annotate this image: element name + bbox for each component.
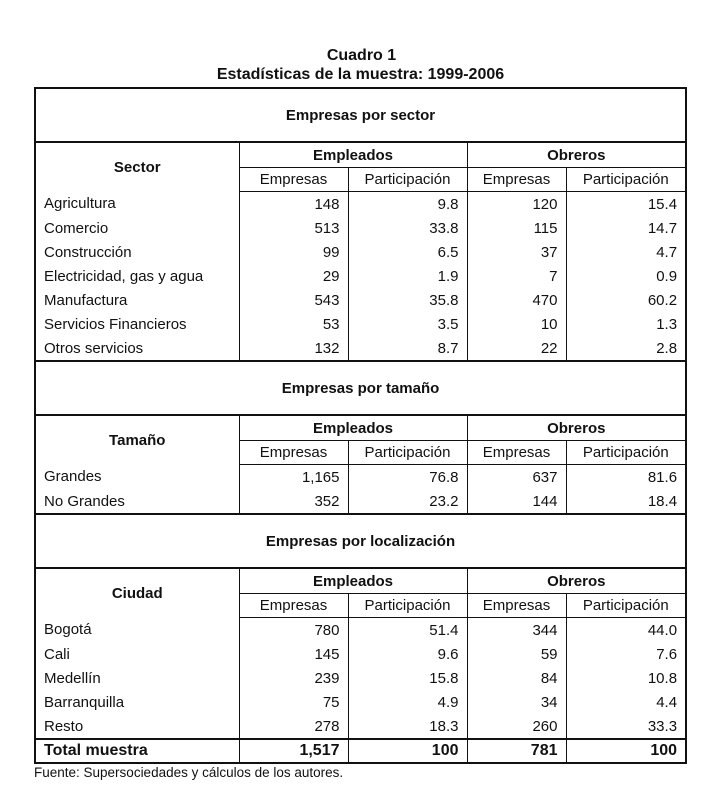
cell-value: 76.8 xyxy=(348,465,467,490)
cell-value: 15.4 xyxy=(566,192,686,217)
cell-value: 4.7 xyxy=(566,240,686,264)
sub-header: Participación xyxy=(566,168,686,192)
table-row xyxy=(35,666,686,690)
row-label-header: Tamaño xyxy=(35,415,239,465)
group-header-row xyxy=(35,142,686,168)
row-label: Barranquilla xyxy=(35,690,239,714)
cell-value: 99 xyxy=(239,240,348,264)
cell-value: 148 xyxy=(239,192,348,217)
sub-header: Empresas xyxy=(239,168,348,192)
table-row xyxy=(35,465,686,490)
cell-value: 22 xyxy=(467,336,566,361)
cell-value: 3.5 xyxy=(348,312,467,336)
table-row xyxy=(35,642,686,666)
cell-value: 0.9 xyxy=(566,264,686,288)
sub-header: Empresas xyxy=(467,594,566,618)
footnote: Fuente: Supersociedades y cálculos de los autores. xyxy=(34,765,344,780)
cell-value: 59 xyxy=(467,642,566,666)
cell-value: 637 xyxy=(467,465,566,490)
cell-value: 144 xyxy=(467,489,566,514)
cell-value: 37 xyxy=(467,240,566,264)
row-label-header: Ciudad xyxy=(35,568,239,618)
cell-value: 10 xyxy=(467,312,566,336)
table-title: Cuadro 1 xyxy=(326,47,397,64)
cell-value: 1.3 xyxy=(566,312,686,336)
row-label: Agricultura xyxy=(35,192,239,217)
cell-value: 75 xyxy=(239,690,348,714)
cell-value: 9.8 xyxy=(348,192,467,217)
total-value: 100 xyxy=(566,739,686,763)
table-row xyxy=(35,690,686,714)
row-label: Resto xyxy=(35,714,239,739)
cell-value: 9.6 xyxy=(348,642,467,666)
cell-value: 344 xyxy=(467,618,566,643)
table-row xyxy=(35,714,686,739)
row-label: Medellín xyxy=(35,666,239,690)
cell-value: 2.8 xyxy=(566,336,686,361)
group-header-empleados: Empleados xyxy=(239,568,467,594)
section-title: Empresas por localización xyxy=(35,514,686,568)
cell-value: 10.8 xyxy=(566,666,686,690)
total-value: 100 xyxy=(348,739,467,763)
sub-header: Participación xyxy=(348,594,467,618)
sub-header: Participación xyxy=(348,168,467,192)
total-row xyxy=(35,739,686,763)
table-row xyxy=(35,288,686,312)
group-header-obreros: Obreros xyxy=(467,415,686,441)
sub-header: Participación xyxy=(348,441,467,465)
section-header-row xyxy=(35,514,686,568)
table-subtitle: Estadísticas de la muestra: 1999-2006 xyxy=(216,66,505,83)
cell-value: 543 xyxy=(239,288,348,312)
cell-value: 29 xyxy=(239,264,348,288)
sub-header: Empresas xyxy=(467,168,566,192)
row-label: Servicios Financieros xyxy=(35,312,239,336)
table-row xyxy=(35,216,686,240)
section-title: Empresas por tamaño xyxy=(35,361,686,415)
cell-value: 1,165 xyxy=(239,465,348,490)
group-header-empleados: Empleados xyxy=(239,415,467,441)
cell-value: 6.5 xyxy=(348,240,467,264)
row-label: Bogotá xyxy=(35,618,239,643)
row-label: No Grandes xyxy=(35,489,239,514)
cell-value: 53 xyxy=(239,312,348,336)
sub-header: Empresas xyxy=(239,594,348,618)
cell-value: 260 xyxy=(467,714,566,739)
cell-value: 8.7 xyxy=(348,336,467,361)
cell-value: 14.7 xyxy=(566,216,686,240)
table-row xyxy=(35,192,686,217)
row-label-header: Sector xyxy=(35,142,239,192)
cell-value: 470 xyxy=(467,288,566,312)
cell-value: 51.4 xyxy=(348,618,467,643)
cell-value: 33.8 xyxy=(348,216,467,240)
row-label: Construcción xyxy=(35,240,239,264)
row-label: Electricidad, gas y agua xyxy=(35,264,239,288)
group-header-empleados: Empleados xyxy=(239,142,467,168)
group-header-row xyxy=(35,568,686,594)
table-row xyxy=(35,489,686,514)
cell-value: 7.6 xyxy=(566,642,686,666)
cell-value: 145 xyxy=(239,642,348,666)
cell-value: 780 xyxy=(239,618,348,643)
table-row xyxy=(35,312,686,336)
sub-header: Empresas xyxy=(239,441,348,465)
group-header-obreros: Obreros xyxy=(467,142,686,168)
section-title: Empresas por sector xyxy=(35,88,686,142)
cell-value: 1.9 xyxy=(348,264,467,288)
group-header-obreros: Obreros xyxy=(467,568,686,594)
cell-value: 239 xyxy=(239,666,348,690)
sub-header: Participación xyxy=(566,441,686,465)
cell-value: 120 xyxy=(467,192,566,217)
table-row xyxy=(35,264,686,288)
cell-value: 278 xyxy=(239,714,348,739)
cell-value: 4.4 xyxy=(566,690,686,714)
cell-value: 352 xyxy=(239,489,348,514)
cell-value: 84 xyxy=(467,666,566,690)
cell-value: 132 xyxy=(239,336,348,361)
row-label: Comercio xyxy=(35,216,239,240)
cell-value: 60.2 xyxy=(566,288,686,312)
total-value: 781 xyxy=(467,739,566,763)
cell-value: 513 xyxy=(239,216,348,240)
total-label: Total muestra xyxy=(35,739,239,763)
cell-value: 34 xyxy=(467,690,566,714)
cell-value: 44.0 xyxy=(566,618,686,643)
cell-value: 23.2 xyxy=(348,489,467,514)
cell-value: 7 xyxy=(467,264,566,288)
total-value: 1,517 xyxy=(239,739,348,763)
cell-value: 18.4 xyxy=(566,489,686,514)
table-row xyxy=(35,618,686,643)
table-row xyxy=(35,240,686,264)
cell-value: 81.6 xyxy=(566,465,686,490)
table-row xyxy=(35,336,686,361)
cell-value: 15.8 xyxy=(348,666,467,690)
row-label: Grandes xyxy=(35,465,239,490)
row-label: Otros servicios xyxy=(35,336,239,361)
section-header-row xyxy=(35,88,686,142)
cell-value: 18.3 xyxy=(348,714,467,739)
row-label: Cali xyxy=(35,642,239,666)
sub-header: Empresas xyxy=(467,441,566,465)
cell-value: 33.3 xyxy=(566,714,686,739)
cell-value: 4.9 xyxy=(348,690,467,714)
row-label: Manufactura xyxy=(35,288,239,312)
sub-header: Participación xyxy=(566,594,686,618)
cell-value: 35.8 xyxy=(348,288,467,312)
group-header-row xyxy=(35,415,686,441)
cell-value: 115 xyxy=(467,216,566,240)
statistics-table xyxy=(34,87,687,764)
section-header-row xyxy=(35,361,686,415)
